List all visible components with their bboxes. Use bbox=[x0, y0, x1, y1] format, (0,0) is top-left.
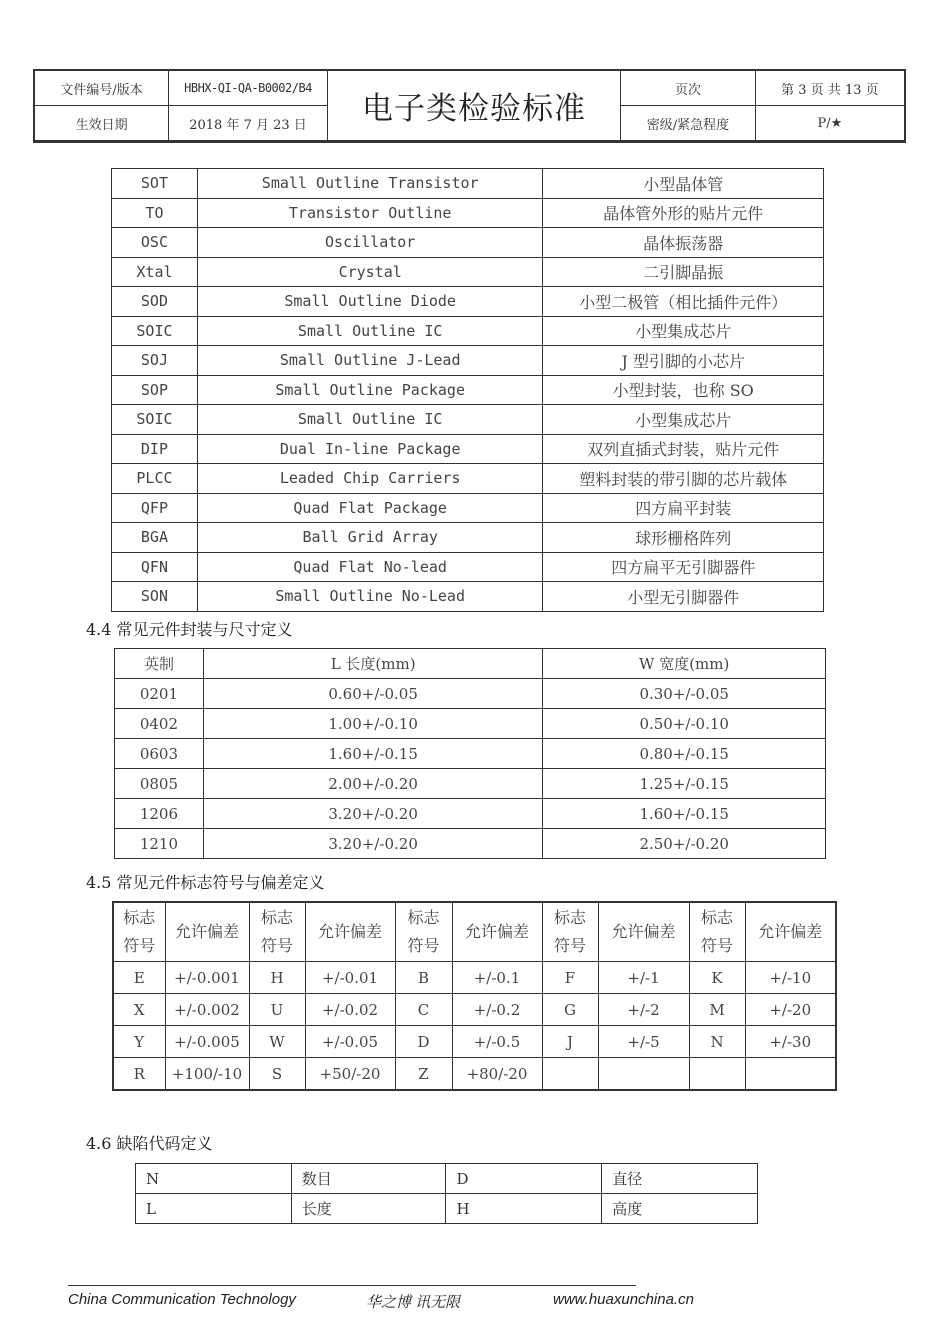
doc-number: HBHX-QI-QA-B0002/B4 bbox=[169, 70, 328, 106]
symbol-column-header bbox=[113, 902, 165, 962]
table-row bbox=[136, 1194, 758, 1224]
full-name-cell: Small Outline Package bbox=[197, 375, 543, 405]
tolerance-cell: +/-0.2 bbox=[452, 994, 542, 1026]
chinese-name-cell: 四方扁平无引脚器件 bbox=[543, 552, 824, 582]
abbreviation-cell: SOP bbox=[112, 375, 198, 405]
document-header bbox=[33, 69, 906, 143]
footer-slogan: 华之博 讯无限 bbox=[366, 1294, 461, 1311]
defect-code-cell: N bbox=[136, 1164, 292, 1194]
table-row bbox=[112, 405, 824, 435]
symbol-cell: X bbox=[113, 994, 165, 1026]
table-row bbox=[112, 346, 824, 376]
abbreviation-cell: QFP bbox=[112, 493, 198, 523]
chinese-name-cell: 塑料封装的带引脚的芯片载体 bbox=[543, 464, 824, 494]
width-cell: 2.50+/-0.20 bbox=[543, 829, 826, 859]
symbol-column-header bbox=[689, 902, 745, 962]
tolerance-cell: +/-0.1 bbox=[452, 962, 542, 994]
length-cell: 0.60+/-0.05 bbox=[203, 679, 542, 709]
table-row bbox=[112, 493, 824, 523]
footer-rule bbox=[68, 1285, 636, 1286]
abbreviation-cell: BGA bbox=[112, 523, 198, 553]
chinese-name-cell: 晶体管外形的贴片元件 bbox=[543, 198, 824, 228]
tolerance-cell bbox=[598, 1058, 689, 1091]
tolerance-cell: +80/-20 bbox=[452, 1058, 542, 1091]
symbol-cell: H bbox=[249, 962, 305, 994]
length-cell: 3.20+/-0.20 bbox=[203, 829, 542, 859]
symbol-cell: K bbox=[689, 962, 745, 994]
chinese-name-cell: 小型晶体管 bbox=[543, 169, 824, 199]
tolerance-table bbox=[112, 901, 837, 1091]
tolerance-cell: +100/-10 bbox=[165, 1058, 249, 1091]
tolerance-column-header: 允许偏差 bbox=[305, 902, 395, 962]
symbol-header-line-1: 标志 bbox=[260, 908, 293, 927]
symbol-cell: S bbox=[249, 1058, 305, 1091]
length-cell: 1.60+/-0.15 bbox=[203, 739, 542, 769]
tolerance-cell bbox=[745, 1058, 836, 1091]
symbol-header-line-2: 符号 bbox=[407, 936, 440, 955]
table-row bbox=[113, 994, 836, 1026]
symbol-cell bbox=[542, 1058, 598, 1091]
full-name-cell: Small Outline IC bbox=[197, 316, 543, 346]
abbreviation-table bbox=[111, 168, 824, 612]
section-4-5-heading: 4.5 常见元件标志符号与偏差定义 bbox=[86, 873, 325, 892]
abbreviation-cell: SOIC bbox=[112, 316, 198, 346]
tolerance-cell: +/-0.01 bbox=[305, 962, 395, 994]
symbol-cell: Z bbox=[395, 1058, 452, 1091]
size-code-cell: 1206 bbox=[115, 799, 204, 829]
full-name-cell: Crystal bbox=[197, 257, 543, 287]
section-4-6-heading: 4.6 缺陷代码定义 bbox=[86, 1134, 213, 1153]
full-name-cell: Dual In-line Package bbox=[197, 434, 543, 464]
symbol-cell bbox=[689, 1058, 745, 1091]
column-header: 英制 bbox=[115, 649, 204, 679]
width-cell: 1.25+/-0.15 bbox=[543, 769, 826, 799]
symbol-header-line-1: 标志 bbox=[123, 908, 156, 927]
width-cell: 1.60+/-0.15 bbox=[543, 799, 826, 829]
page-value: 第 3 页 共 13 页 bbox=[755, 70, 905, 106]
symbol-header-line-1: 标志 bbox=[407, 908, 440, 927]
symbol-header-line-1: 标志 bbox=[700, 908, 733, 927]
abbreviation-cell: DIP bbox=[112, 434, 198, 464]
table-header-row bbox=[115, 649, 826, 679]
table-row bbox=[115, 739, 826, 769]
symbol-cell: M bbox=[689, 994, 745, 1026]
full-name-cell: Small Outline Transistor bbox=[197, 169, 543, 199]
length-cell: 1.00+/-0.10 bbox=[203, 709, 542, 739]
full-name-cell: Oscillator bbox=[197, 228, 543, 258]
symbol-header-line-2: 符号 bbox=[553, 936, 586, 955]
full-name-cell: Ball Grid Array bbox=[197, 523, 543, 553]
tolerance-cell: +/-0.05 bbox=[305, 1026, 395, 1058]
table-row bbox=[113, 962, 836, 994]
table-row bbox=[113, 1026, 836, 1058]
table-header-row bbox=[113, 902, 836, 962]
symbol-cell: W bbox=[249, 1026, 305, 1058]
symbol-cell: E bbox=[113, 962, 165, 994]
chinese-name-cell: 双列直插式封装，贴片元件 bbox=[543, 434, 824, 464]
symbol-header-line-2: 符号 bbox=[260, 936, 293, 955]
table-row bbox=[112, 169, 824, 199]
tolerance-cell: +/-5 bbox=[598, 1026, 689, 1058]
full-name-cell: Small Outline No-Lead bbox=[197, 582, 543, 612]
length-cell: 3.20+/-0.20 bbox=[203, 799, 542, 829]
table-row bbox=[112, 287, 824, 317]
table-row bbox=[115, 709, 826, 739]
full-name-cell: Small Outline Diode bbox=[197, 287, 543, 317]
symbol-cell: D bbox=[395, 1026, 452, 1058]
tolerance-cell: +/-2 bbox=[598, 994, 689, 1026]
full-name-cell: Quad Flat Package bbox=[197, 493, 543, 523]
symbol-cell: G bbox=[542, 994, 598, 1026]
tolerance-column-header: 允许偏差 bbox=[165, 902, 249, 962]
abbreviation-cell: SOJ bbox=[112, 346, 198, 376]
width-cell: 0.50+/-0.10 bbox=[543, 709, 826, 739]
symbol-cell: U bbox=[249, 994, 305, 1026]
chinese-name-cell: 四方扁平封装 bbox=[543, 493, 824, 523]
defect-meaning-cell: 直径 bbox=[602, 1164, 758, 1194]
footer-website: www.huaxunchina.cn bbox=[553, 1291, 694, 1308]
abbreviation-cell: OSC bbox=[112, 228, 198, 258]
table-row bbox=[115, 829, 826, 859]
chinese-name-cell: 小型集成芯片 bbox=[543, 316, 824, 346]
chinese-name-cell: 小型无引脚器件 bbox=[543, 582, 824, 612]
table-row bbox=[112, 523, 824, 553]
tolerance-column-header: 允许偏差 bbox=[452, 902, 542, 962]
abbreviation-cell: QFN bbox=[112, 552, 198, 582]
size-code-cell: 0402 bbox=[115, 709, 204, 739]
tolerance-cell: +/-30 bbox=[745, 1026, 836, 1058]
symbol-header-line-2: 符号 bbox=[123, 936, 156, 955]
secret-level-label: 密级/紧急程度 bbox=[621, 106, 756, 142]
full-name-cell: Transistor Outline bbox=[197, 198, 543, 228]
symbol-cell: F bbox=[542, 962, 598, 994]
abbreviation-cell: SOT bbox=[112, 169, 198, 199]
width-cell: 0.80+/-0.15 bbox=[543, 739, 826, 769]
table-row bbox=[112, 434, 824, 464]
defect-meaning-cell: 数目 bbox=[291, 1164, 446, 1194]
tolerance-cell: +/-10 bbox=[745, 962, 836, 994]
abbreviation-cell: SOD bbox=[112, 287, 198, 317]
chinese-name-cell: 小型二极管（相比插件元件） bbox=[543, 287, 824, 317]
effective-date: 2018 年 7 月 23 日 bbox=[169, 106, 328, 142]
abbreviation-cell: PLCC bbox=[112, 464, 198, 494]
tolerance-column-header: 允许偏差 bbox=[598, 902, 689, 962]
abbreviation-cell: Xtal bbox=[112, 257, 198, 287]
symbol-cell: J bbox=[542, 1026, 598, 1058]
chinese-name-cell: 球形栅格阵列 bbox=[543, 523, 824, 553]
size-code-cell: 0805 bbox=[115, 769, 204, 799]
symbol-cell: N bbox=[689, 1026, 745, 1058]
defect-code-cell: L bbox=[136, 1194, 292, 1224]
page-label: 页次 bbox=[621, 70, 756, 106]
symbol-cell: R bbox=[113, 1058, 165, 1091]
section-4-4-heading: 4.4 常见元件封装与尺寸定义 bbox=[86, 620, 293, 639]
abbreviation-cell: TO bbox=[112, 198, 198, 228]
chinese-name-cell: 小型封装，也称 SO bbox=[543, 375, 824, 405]
document-title: 电子类检验标准 bbox=[327, 70, 620, 142]
table-row bbox=[115, 799, 826, 829]
abbreviation-cell: SON bbox=[112, 582, 198, 612]
symbol-cell: Y bbox=[113, 1026, 165, 1058]
defect-meaning-cell: 长度 bbox=[291, 1194, 446, 1224]
table-row bbox=[112, 375, 824, 405]
full-name-cell: Small Outline IC bbox=[197, 405, 543, 435]
component-size-table bbox=[114, 648, 826, 859]
chinese-name-cell: 晶体振荡器 bbox=[543, 228, 824, 258]
tolerance-cell: +/-0.02 bbox=[305, 994, 395, 1026]
size-code-cell: 0603 bbox=[115, 739, 204, 769]
footer-company: China Communication Technology bbox=[68, 1291, 296, 1308]
table-row bbox=[112, 198, 824, 228]
table-row bbox=[115, 769, 826, 799]
chinese-name-cell: 小型集成芯片 bbox=[543, 405, 824, 435]
symbol-column-header bbox=[542, 902, 598, 962]
table-row bbox=[112, 228, 824, 258]
tolerance-cell: +50/-20 bbox=[305, 1058, 395, 1091]
tolerance-column-header: 允许偏差 bbox=[745, 902, 836, 962]
table-row bbox=[112, 582, 824, 612]
width-cell: 0.30+/-0.05 bbox=[543, 679, 826, 709]
tolerance-cell: +/-20 bbox=[745, 994, 836, 1026]
chinese-name-cell: 二引脚晶振 bbox=[543, 257, 824, 287]
table-row bbox=[112, 552, 824, 582]
table-row bbox=[112, 257, 824, 287]
table-row bbox=[112, 316, 824, 346]
effective-date-label: 生效日期 bbox=[34, 106, 169, 142]
secret-level-value: P/★ bbox=[755, 106, 905, 142]
table-row bbox=[112, 464, 824, 494]
full-name-cell: Small Outline J-Lead bbox=[197, 346, 543, 376]
doc-number-label: 文件编号/版本 bbox=[34, 70, 169, 106]
full-name-cell: Leaded Chip Carriers bbox=[197, 464, 543, 494]
table-row bbox=[115, 679, 826, 709]
tolerance-cell: +/-0.5 bbox=[452, 1026, 542, 1058]
full-name-cell: Quad Flat No-lead bbox=[197, 552, 543, 582]
symbol-column-header bbox=[249, 902, 305, 962]
column-header: L 长度(mm) bbox=[203, 649, 542, 679]
tolerance-cell: +/-0.002 bbox=[165, 994, 249, 1026]
abbreviation-cell: SOIC bbox=[112, 405, 198, 435]
symbol-cell: C bbox=[395, 994, 452, 1026]
symbol-header-line-1: 标志 bbox=[553, 908, 586, 927]
table-row bbox=[113, 1058, 836, 1091]
tolerance-cell: +/-0.005 bbox=[165, 1026, 249, 1058]
length-cell: 2.00+/-0.20 bbox=[203, 769, 542, 799]
defect-code-cell: H bbox=[446, 1194, 602, 1224]
table-row bbox=[136, 1164, 758, 1194]
column-header: W 宽度(mm) bbox=[543, 649, 826, 679]
defect-code-cell: D bbox=[446, 1164, 602, 1194]
symbol-cell: B bbox=[395, 962, 452, 994]
size-code-cell: 1210 bbox=[115, 829, 204, 859]
defect-meaning-cell: 高度 bbox=[602, 1194, 758, 1224]
defect-code-table bbox=[135, 1163, 758, 1224]
size-code-cell: 0201 bbox=[115, 679, 204, 709]
chinese-name-cell: J 型引脚的小芯片 bbox=[543, 346, 824, 376]
tolerance-cell: +/-1 bbox=[598, 962, 689, 994]
tolerance-cell: +/-0.001 bbox=[165, 962, 249, 994]
symbol-header-line-2: 符号 bbox=[700, 936, 733, 955]
symbol-column-header bbox=[395, 902, 452, 962]
